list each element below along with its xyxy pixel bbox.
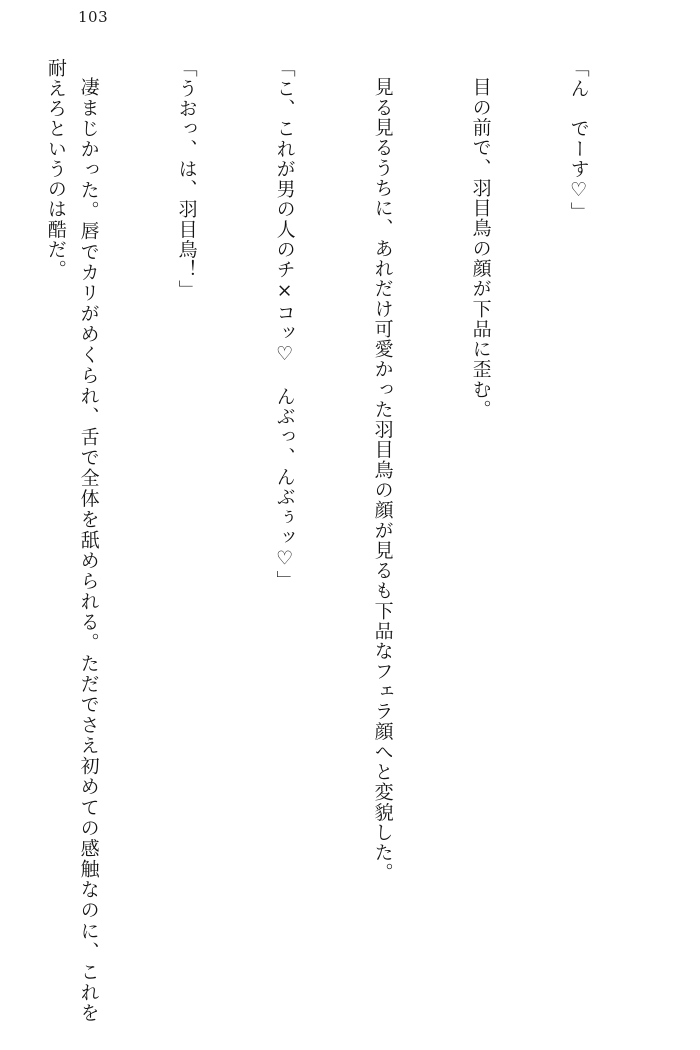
paragraph: 「こ、これが男の人のチ×コッ♡ んぶっ、んぶぅッ♡」 [273, 58, 296, 591]
paragraph: 「うおっ、は、羽目鳥！」 [175, 58, 198, 300]
paragraph: 見る見るうちに、あれだけ可愛かった羽目鳥の顔が見るも下品なフェラ顔へと変貌した。 [371, 77, 394, 883]
paragraph: 目の前で、羽目鳥の顔が下品に歪む。 [469, 77, 492, 420]
paragraph: 凄まじかった。唇でカリがめくられ、舌で全体を舐められる。ただでさえ初めての感触なのに、これを耐えろというのは酷だ。 [44, 58, 100, 1023]
paragraph: 「ん でーす♡」 [567, 58, 590, 223]
page-body-text [40, 58, 660, 1023]
page-number: 103 [78, 8, 109, 26]
